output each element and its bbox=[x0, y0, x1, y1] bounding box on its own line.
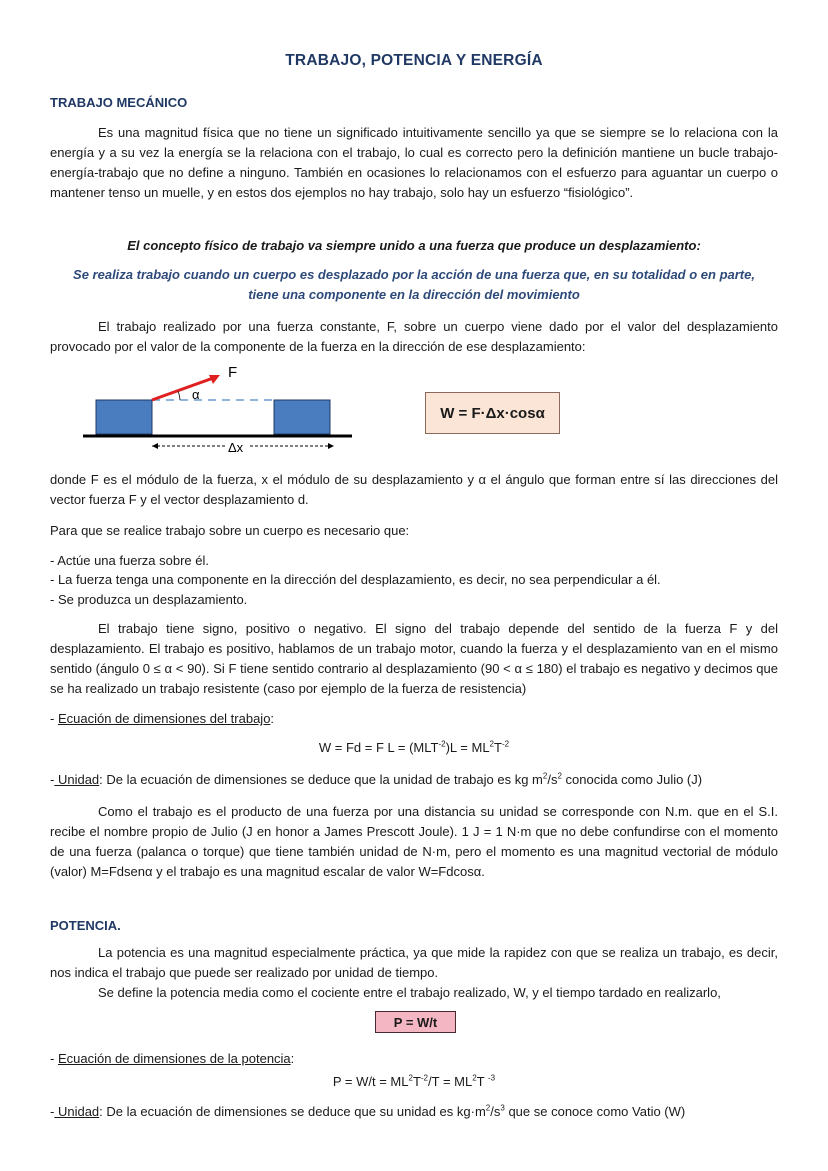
work-dimensions-label: - Ecuación de dimensiones del trabajo: bbox=[50, 711, 275, 726]
power-formula-box: P = W/t bbox=[375, 1011, 456, 1033]
work-formula-box: W = F·Δx·cosα bbox=[425, 392, 560, 434]
definition-line-1: Se realiza trabajo cuando un cuerpo es desplazado por la acción de una fuerza que, en su totalidad o en parte, bbox=[73, 267, 755, 282]
paragraph-constant-force: El trabajo realizado por una fuerza constante, F, sobre un cuerpo viene dado por el valor del desplazamiento provocado por el valor de la componente de la fuerza en la dirección de ese desplazamiento: bbox=[50, 319, 778, 354]
power-dimension-equation: $P = W/t = ML^2T^{-2}/T = ML^2T$ $^{-3}$ bbox=[332, 1073, 496, 1089]
condition-item: - La fuerza tenga una componente en la dirección del desplazamiento, es decir, no sea perpendicular a él. bbox=[50, 572, 661, 587]
section-heading-potencia: POTENCIA. bbox=[50, 918, 121, 933]
work-unit-line: - Unidad: De la ecuación de dimensiones se deduce que la unidad de trabajo es kg $m^2/s^2$ conocida como Julio (J) bbox=[50, 771, 703, 787]
paragraph-intro: Es una magnitud física que no tiene un significado intuitivamente sencillo ya que se siempre se lo relaciona con la energía y a su vez la energía se la relaciona con el trabajo, lo cual es correcto pero la definición mantiene un bucle trabajo-energía-trabajo que no define a ninguno. También en ocasiones lo relacionamos con el esfuerzo para aguantar un cuerpo o mantener tenso un muelle, y en estos dos ejemplos no hay trabajo, solo hay un esfuerzo “fisiológico”. bbox=[50, 125, 778, 200]
force-label: F bbox=[228, 364, 238, 381]
paragraph-definitions: donde F es el módulo de la fuerza, x el módulo de su desplazamiento y α el ángulo que forman entre sí las direcciones del vector fuerza F y el vector desplazamiento d. bbox=[50, 472, 778, 507]
angle-label: α bbox=[192, 387, 200, 402]
concept-line: El concepto físico de trabajo va siempre unido a una fuerza que produce un desplazamiento: bbox=[127, 238, 701, 253]
displacement-arrowhead-left bbox=[152, 443, 158, 449]
paragraph-power-intro: La potencia es una magnitud especialmente práctica, ya que mide la rapidez con que se realiza un trabajo, es decir, nos indica el trabajo que puede ser realizado por unidad de tiempo. bbox=[50, 945, 778, 980]
angle-arc bbox=[178, 391, 180, 400]
paragraph-joule: Como el trabajo es el producto de una fuerza por una distancia su unidad se corresponde con N.m. que en el S.I. recibe el nombre propio de Julio (J en honor a James Prescott Joule). 1 J = 1 N·m que no debe confundirse con el momento de una fuerza (palanca o torque) que tiene también unidad de N·m, pero el momento es una magnitud vectorial de módulo (valor) M=Fdsenα y el trabajo es una magnitud escalar de valor W=Fdcosα. bbox=[50, 804, 778, 879]
work-dimension-equation: W = Fd = F $L = (MLT^{-2})L = ML^2T^{-2}$ bbox=[318, 739, 510, 755]
power-unit-line: - Unidad: De la ecuación de dimensiones se deduce que su unidad es $kg\cdot m^2/s^3$ que se conoce como Vatio (W) bbox=[50, 1103, 686, 1119]
page-title: TRABAJO, POTENCIA Y ENERGÍA bbox=[285, 52, 543, 69]
block-final bbox=[274, 400, 330, 434]
paragraph-power-definition: Se define la potencia media como el cociente entre el trabajo realizado, W, y el tiempo tardado en realizarlo, bbox=[98, 985, 721, 1000]
displacement-label: Δx bbox=[228, 440, 244, 455]
paragraph-sign: El trabajo tiene signo, positivo o negativo. El signo del trabajo depende del sentido de la fuerza F y del desplazamiento. El trabajo es positivo, hablamos de un trabajo motor, cuando la fuerza y el desplazamiento van en el mismo sentido (ángulo 0 ≤ α < 90). Si F tiene sentido contrario al desplazamiento (90 < α ≤ 180) el trabajo es negativo y decimos que se ha realizado un trabajo resistente (caso por ejemplo de la fuerza de resistencia) bbox=[50, 621, 778, 696]
condition-item: - Actúe una fuerza sobre él. bbox=[50, 553, 209, 568]
work-diagram bbox=[80, 360, 360, 460]
section-heading-trabajo: TRABAJO MECÁNICO bbox=[50, 95, 188, 110]
force-arrow bbox=[152, 377, 216, 400]
conditions-intro: Para que se realice trabajo sobre un cuerpo es necesario que: bbox=[50, 523, 410, 538]
power-dimensions-label: - Ecuación de dimensiones de la potencia: bbox=[50, 1051, 295, 1066]
displacement-arrowhead-right bbox=[328, 443, 334, 449]
block-initial bbox=[96, 400, 152, 434]
condition-item: - Se produzca un desplazamiento. bbox=[50, 592, 248, 607]
definition-line-2: tiene una componente en la dirección del movimiento bbox=[248, 287, 580, 302]
